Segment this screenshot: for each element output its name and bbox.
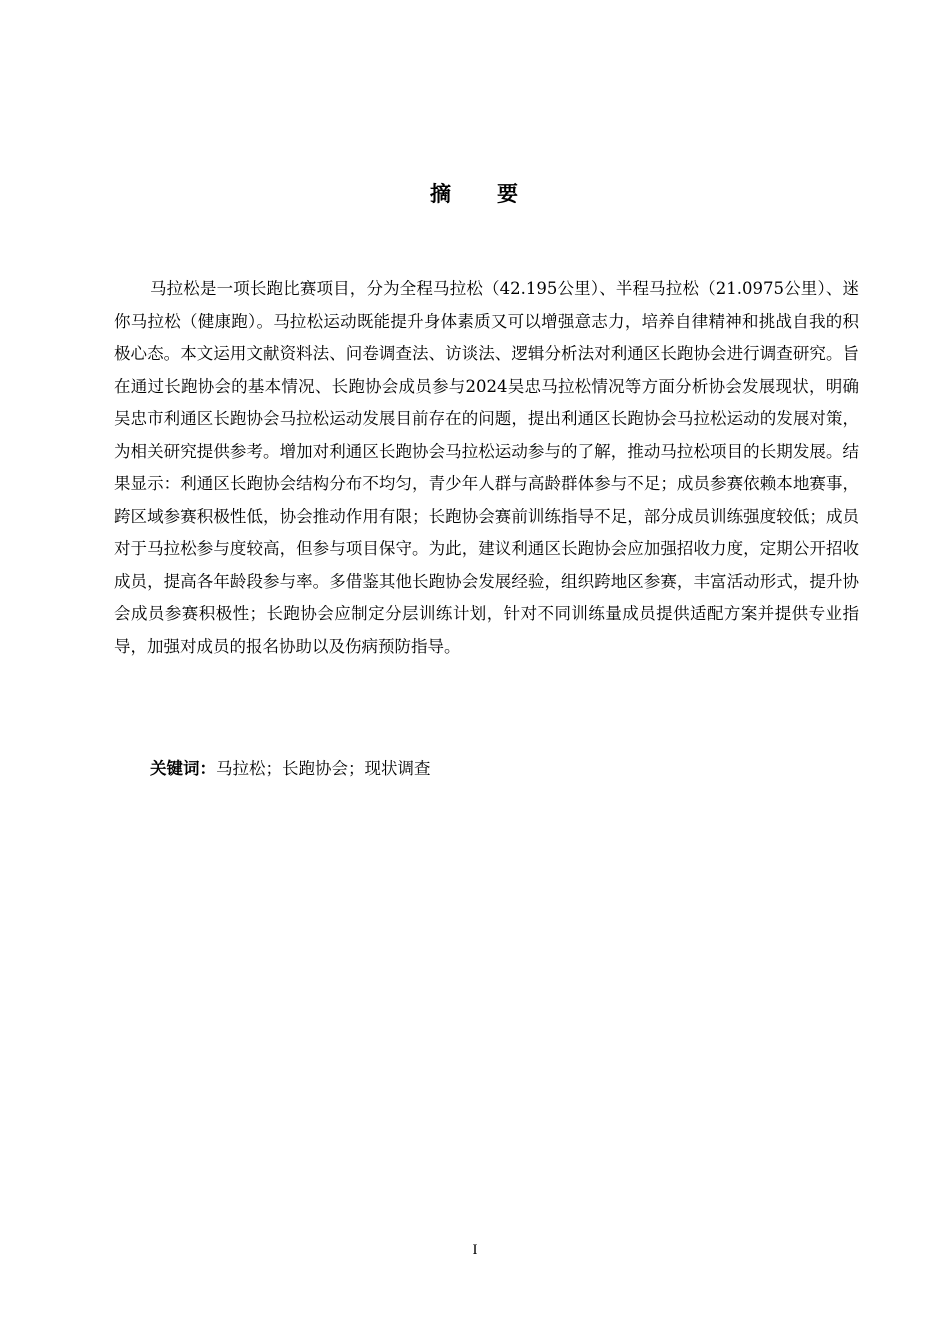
abstract-heading [0,178,950,208]
heading-char-2: 要 [497,182,520,206]
page-number: I [472,1242,478,1258]
keywords-value: 马拉松；长跑协会；现状调查 [216,759,431,778]
keywords-label: 关键词： [150,759,216,778]
keywords-line [150,753,859,785]
heading-char-1: 摘 [430,182,453,206]
abstract-body: 马拉松是一项长跑比赛项目，分为全程马拉松（42.195公里）、半程马拉松（21.0975公里）、迷你马拉松（健康跑）。马拉松运动既能提升身体素质又可以增强意志力，培养自律精神和挑战自我的积极心态。本文运用文献资料法、问卷调查法、访谈法、逻辑分析法对利通区长跑协会进行调查研究。旨在通过长跑协会的基本情况、长跑协会成员参与2024吴忠马拉松情况等方面分析协会发展现状，明确吴忠市利通区长跑协会马拉松运动发展目前存在的问题，提出利通区长跑协会马拉松运动的发展对策，为相关研究提供参考。增加对利通区长跑协会马拉松运动参与的了解，推动马拉松项目的长期发展。结果显示：利通区长跑协会结构分布不均匀，青少年人群与高龄群体参与不足；成员参赛依赖本地赛事，跨区域参赛积极性低，协会推动作用有限；长跑协会赛前训练指导不足，部分成员训练强度较低；成员对于马拉松参与度较高，但参与项目保守。为此，建议利通区长跑协会应加强招收力度，定期公开招收成员，提高各年龄段参与率。多借鉴其他长跑协会发展经验，组织跨地区参赛，丰富活动形式，提升协会成员参赛积极性；长跑协会应制定分层训练计划，针对不同训练量成员提供适配方案并提供专业指导，加强对成员的报名协助以及伤病预防指导。 [114,279,859,656]
